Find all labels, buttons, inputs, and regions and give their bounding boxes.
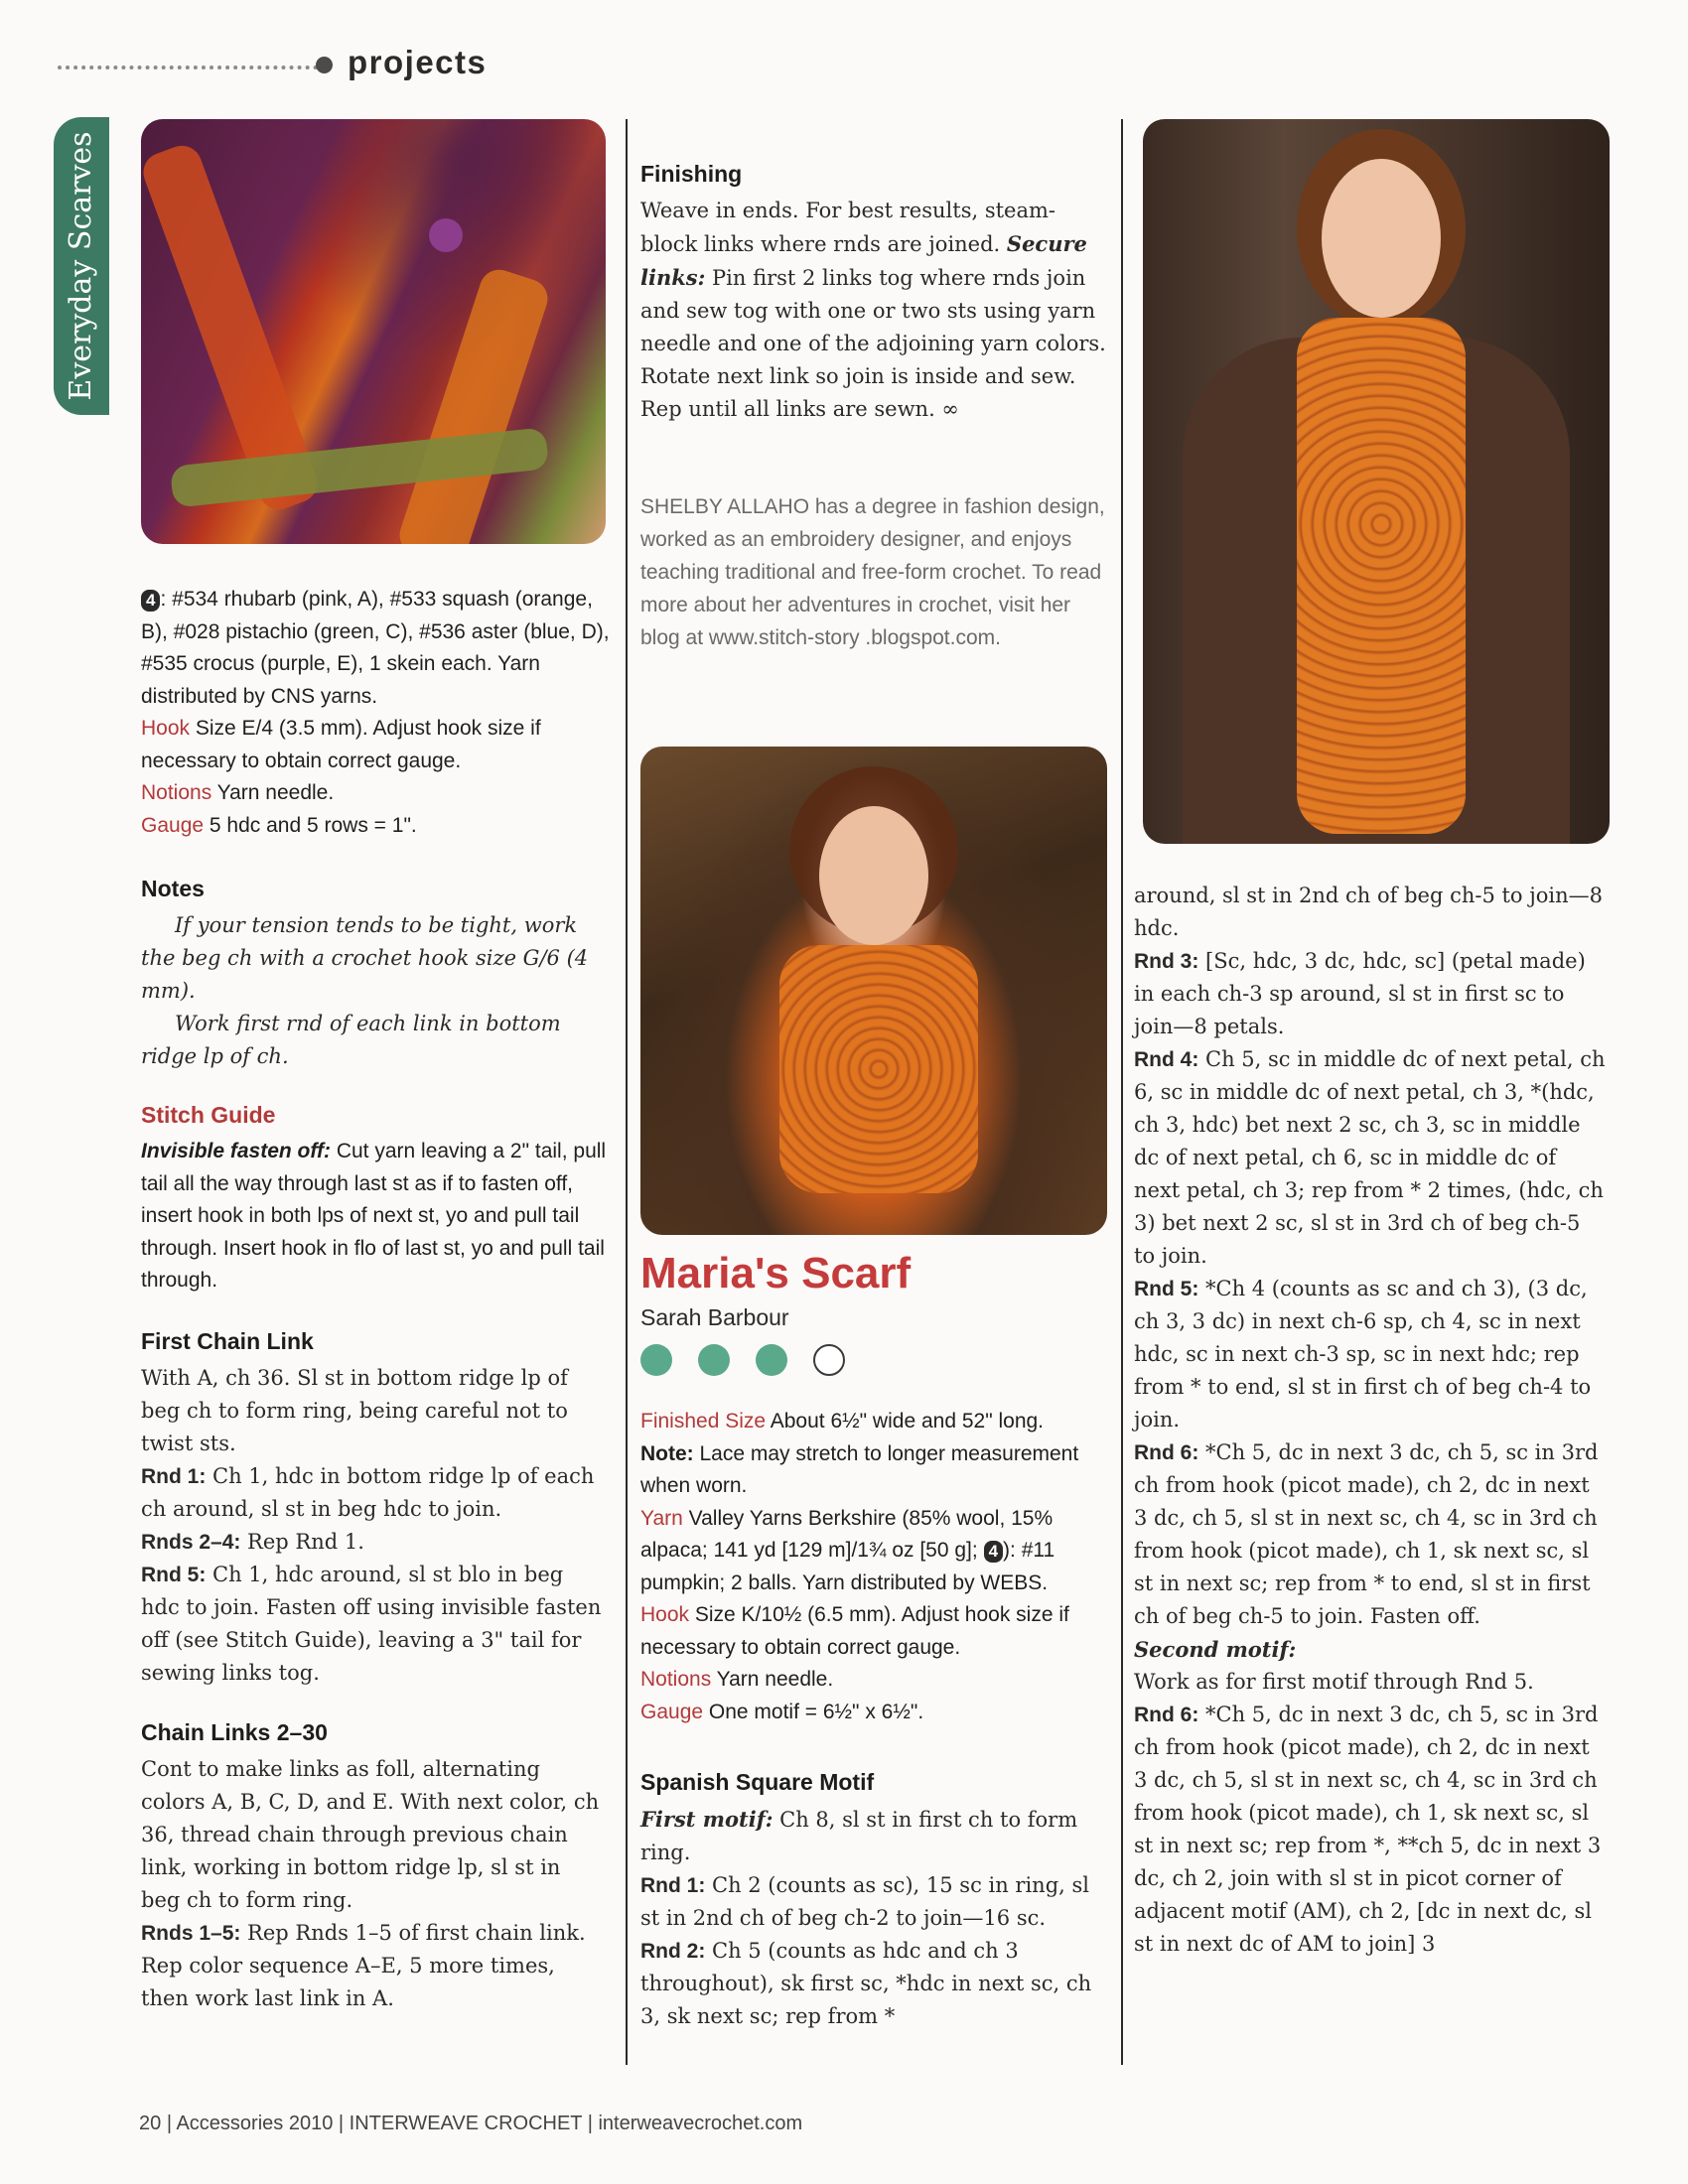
section-side-tab [54,117,109,415]
website-link[interactable]: interweavecrochet.com [598,2113,803,2134]
finishing-heading: Finishing [640,161,743,187]
first-chain-link-text: With A, ch 36. Sl st in bottom ridge lp of beg ch to form ring, being careful not to twist sts. Rnd 1: Ch 1, hdc in bottom ridge lp of each ch around, sl st in beg hdc to join. Rnds 2–4: Rep Rnd 1. Rnd 5: Ch 1, hdc around, sl st blo in beg hdc to join. Fasten off using invisible fasten off (see Stitch Guide), leaving a 3" tail for sewing links tog. [141,1366,602,1685]
first-chain-link-heading: First Chain Link [141,1328,314,1354]
skill-level-indicator [640,1344,871,1376]
skill-dot-filled [698,1344,730,1376]
motif-continued-text: around, sl st in 2nd ch of beg ch-5 to join—8 hdc. Rnd 3: [Sc, hdc, 3 dc, hdc, sc] (petal made) in each ch-3 sp around, sl st in first sc to join—8 petals. Rnd 4: Ch 5, sc in middle dc of next petal, ch 6, sc in middle dc of next petal, ch 3, *(hdc, ch 3, hdc) bet next 2 sc, ch 3, sc in middle dc of next petal, ch 6, sc in middle dc of next petal, ch 3; rep from * 2 times, (hdc, ch 3) bet next 2 sc, sl st in 3rd ch of beg ch-5 to join. Rnd 5: *Ch 4 (counts as sc and ch 3), (3 dc, ch 3, 3 dc) in next ch-6 sp, ch 4, sc in next hdc, sc in next ch-3 sp, sc in next hdc; rep from * to end, sl st in first ch of beg ch-4 to join. Rnd 6: *Ch 5, dc in next 3 dc, ch 5, sc in 3rd ch from hook (picot made), ch 2, dc in next 3 dc, ch 5, sl st in next sc, ch 4, sc in 3rd ch from hook (picot made), ch 1, sk next sc, sl st in next sc; rep from * to end, sl st in first ch of beg ch-5 to join. Fasten off. Second motif: Work as for first motif through Rnd 5. Rnd 6: *Ch 5, dc in next 3 dc, ch 5, sc in 3rd ch from hook (picot made), ch 2, dc in next 3 dc, ch 5, sl st in next sc, ch 4, sc in 3rd ch from hook (picot made), ch 1, sk next sc, sl st in next sc; rep from *, **ch 5, dc in next 3 dc, ch 2, join with sl st in picot corner of adjacent motif (AM), ch 2, [dc in next dc, sl st in next dc of AM to join] 3 [1134,884,1606,1956]
page-number: 20 [139,2113,162,2134]
photo-chain-link-scarf [141,119,606,544]
header-bullet [316,57,333,73]
motif-text: First motif: Ch 8, sl st in first ch to form ring. Rnd 1: Ch 2 (counts as sc), 15 sc in ring, sl st in 2nd ch of beg ch-2 to join—16 sc. Rnd 2: Ch 5 (counts as hdc and ch 3 throughout), sk first sc, *hdc in next sc, ch 3, sk next sc; rep from * [640,1807,1092,2028]
notes-text: If your tension tends to be tight, work the beg ch with a crochet hook size G/6 (4 mm). Work first rnd of each link in bottom ridge lp of ch. [141,913,589,1068]
scarf-materials-block: Finished Size About 6½" wide and 52" long. Note: Lace may stretch to longer measurement when worn. Yarn Valley Yarns Berkshire (85% wool, 15% alpaca; 141 yd [129 m]/1¾ oz [50 g]; 4 ): #11 pumpkin; 2 balls. Yarn distributed by WEBS. Hook Size K/10½ (6.5 mm). Adjust hook size if necessary to obtain correct gauge. Notions Yarn needle. Gauge One motif = 6½" x 6½". [640,1410,1079,1723]
stitch-guide-heading: Stitch Guide [141,1102,276,1128]
stitch-guide-text: Invisible fasten off: Cut yarn leaving a 2" tail, pull tail all the way through last st as if to fasten off, insert hook in both lps of next st, yo and pull tail through. Insert hook in flo of last st, yo and pull tail through. [141,1140,607,1292]
photo-marias-scarf [640,747,1107,1235]
section-title: projects [348,44,488,80]
hook-label: Hook [141,717,191,740]
header-dotted-rule [58,66,318,69]
column-divider [626,119,628,2065]
skill-dot-empty [813,1344,845,1376]
photo-model-lace-scarf [1143,119,1610,844]
magazine-name: INTERWEAVE CROCHET [349,2113,583,2134]
project-title: Maria's Scarf [640,1249,912,1297]
side-tab-label: Everyday Scarves [64,131,98,401]
page-footer: 20 | Accessories 2010 | INTERWEAVE CROCHET | interweavecrochet.com [139,2113,803,2134]
yarn-weight-icon: 4 [984,1541,1003,1563]
designer-name: Sarah Barbour [640,1304,789,1330]
notions-label: Notions [141,781,212,804]
gauge-label: Gauge [141,813,205,837]
skill-dot-filled [640,1344,672,1376]
notes-heading: Notes [141,876,205,901]
issue-name: Accessories 2010 [176,2113,334,2134]
column-divider [1121,119,1123,2065]
chain-links-text: Cont to make links as foll, alternating colors A, B, C, D, and E. With next color, ch 36, thread chain through previous chain link, working in bottom ridge lp, sl st in beg ch to form ring. Rnds 1–5: Rep Rnds 1–5 of first chain link. Rep color sequence A–E, 5 more times, then work last link in A. [141,1757,600,2010]
materials-block: 4 : #534 rhubarb (pink, A), #533 squash (orange, B), #028 pistachio (green, C), #536 aster (blue, D), #535 crocus (purple, E), 1 skein each. Yarn distributed by CNS yarns. Hook Size E/4 (3.5 mm). Adjust hook size if necessary to obtain correct gauge. Notions Yarn needle. Gauge 5 hdc and 5 rows = 1". [141,588,610,837]
chain-links-heading: Chain Links 2–30 [141,1719,328,1745]
motif-heading: Spanish Square Motif [640,1769,875,1795]
finishing-text: Weave in ends. For best results, steam-block links where rnds are joined. Secure links: Pin first 2 links tog where rnds join and sew tog with one or two sts using yarn needle and one of the adjoining yarn colors. Rotate next link so join is inside and sew. Rep until all links are sewn. ∞ [640,199,1106,421]
designer-bio: SHELBY ALLAHO has a degree in fashion design, worked as an embroidery designer, and enjoys teaching traditional and free-form crochet. To read more about her adventures in crochet, visit her blog at www.stitch-story .blogspot.com. [640,495,1105,649]
skill-dot-filled [756,1344,787,1376]
yarn-weight-icon: 4 [141,590,160,612]
